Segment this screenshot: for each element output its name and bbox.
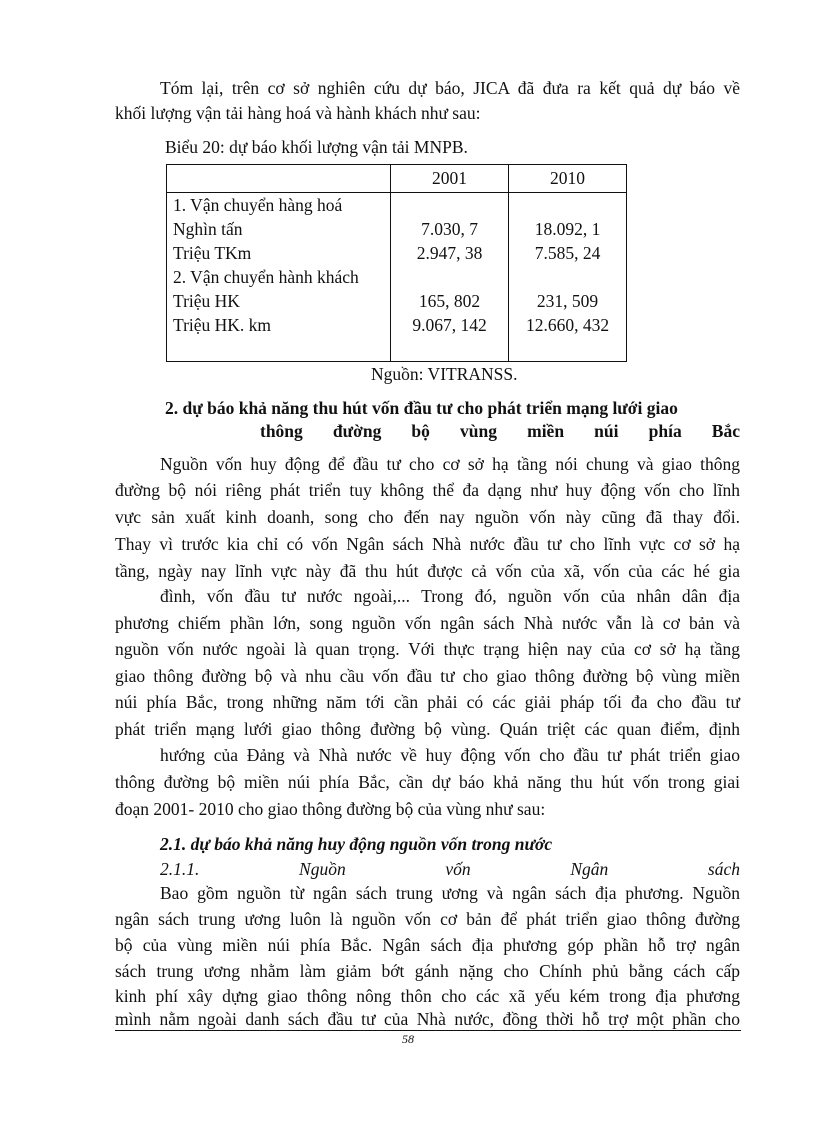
page-number: 58 [402,1032,414,1046]
row-value-2010: 18.092, 1 [509,217,627,241]
table-row [167,193,627,218]
table-row [167,289,627,313]
intro-line-2: khối lượng vận tải hàng hoá và hành khách như sau: [115,103,481,123]
footer-divider [115,1030,741,1031]
forecast-table [166,164,627,362]
table-spacer-row [167,337,627,362]
row-label: Nghìn tấn [167,217,391,241]
intro-line-1: Tóm lại, trên cơ sở nghiên cứu dự báo, JICA đã đưa ra kết quả dự báo về [160,78,740,98]
row-value-2001 [391,265,509,289]
section-2-1-heading: 2.1. dự báo khả năng huy động nguồn vốn trong nước [160,834,553,854]
table-source: Nguồn: VITRANSS. [371,364,518,384]
header-cell-2010: 2010 [509,165,627,193]
header-cell-label [167,165,391,193]
row-label: Triệu HK [167,289,391,313]
table-row [167,241,627,265]
section-2-1-1-heading: 2.1.1. Nguồn vốn Ngân sách [160,859,740,879]
row-value-2001: 2.947, 38 [391,241,509,265]
table-caption: Biểu 20: dự báo khối lượng vận tải MNPB. [165,137,468,157]
row-value-2001 [391,193,509,218]
table-row [167,313,627,337]
table-row [167,265,627,289]
row-value-2001: 9.067, 142 [391,313,509,337]
table-row [167,217,627,241]
row-value-2010 [509,193,627,218]
row-value-2010: 231, 509 [509,289,627,313]
row-value-2001: 165, 802 [391,289,509,313]
row-value-2001: 7.030, 7 [391,217,509,241]
table-header-row [167,165,627,193]
row-label: Triệu TKm [167,241,391,265]
header-cell-2001: 2001 [391,165,509,193]
row-label: 2. Vận chuyển hành khách [167,265,391,289]
row-label: Triệu HK. km [167,313,391,337]
section-2-heading-line-2: thông đường bộ vùng miền núi phía Bắc [260,421,740,441]
row-value-2010: 7.585, 24 [509,241,627,265]
section-2-heading-line-1: 2. dự báo khả năng thu hút vốn đầu tư cho phát triển mạng lưới giao [165,398,678,418]
row-value-2010 [509,265,627,289]
row-value-2010: 12.660, 432 [509,313,627,337]
row-label: 1. Vận chuyển hàng hoá [167,193,391,218]
